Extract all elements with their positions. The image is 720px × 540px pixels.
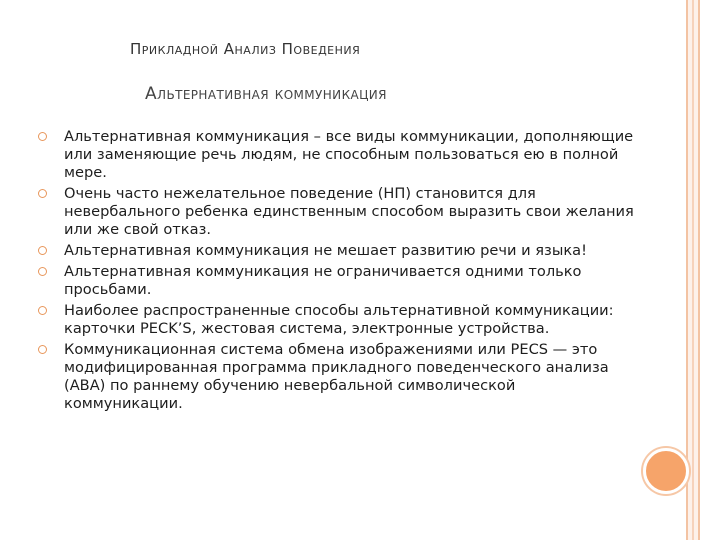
circle-bullet-icon: [38, 189, 47, 198]
slide-heading: Прикладной Анализ Поведения: [130, 40, 361, 58]
slide-subtitle: Альтернативная коммуникация: [145, 84, 387, 104]
bullet-text: Наиболее распространенные способы альтернативной коммуникации: карточки PECK’S, жестовая система, электронные устройства.: [64, 302, 614, 337]
circle-bullet-icon: [38, 132, 47, 141]
bullet-item: [38, 242, 638, 260]
bullet-text: Очень часто нежелательное поведение (НП) становится для невербального ребенка единственным способом выразить свои желания или же свой отказ.: [64, 185, 634, 238]
circle-bullet-icon: [38, 306, 47, 315]
orange-circle-icon: [643, 448, 689, 494]
bullet-item: [38, 263, 638, 299]
bullet-item: [38, 302, 638, 338]
circle-bullet-icon: [38, 345, 47, 354]
frame-stripe: [692, 0, 694, 540]
bullet-text: Альтернативная коммуникация не ограничивается одними только просьбами.: [64, 263, 582, 298]
right-border-frame: [686, 0, 700, 540]
bullet-list: [38, 128, 638, 416]
bullet-text: Альтернативная коммуникация – все виды коммуникации, дополняющие или заменяющие речь людям, не способным пользоваться ею в полной мере.: [64, 128, 634, 181]
bullet-text: Коммуникационная система обмена изображениями или PECS — это модифицированная программа прикладного поведенческого анализа (ABA) по раннему обучению невербальной символической коммуникации.: [64, 341, 609, 412]
bullet-text: Альтернативная коммуникация не мешает развитию речи и языка!: [64, 242, 587, 259]
bullet-item: [38, 128, 638, 182]
circle-bullet-icon: [38, 246, 47, 255]
bullet-item: [38, 185, 638, 239]
bullet-item: [38, 341, 638, 413]
circle-bullet-icon: [38, 267, 47, 276]
